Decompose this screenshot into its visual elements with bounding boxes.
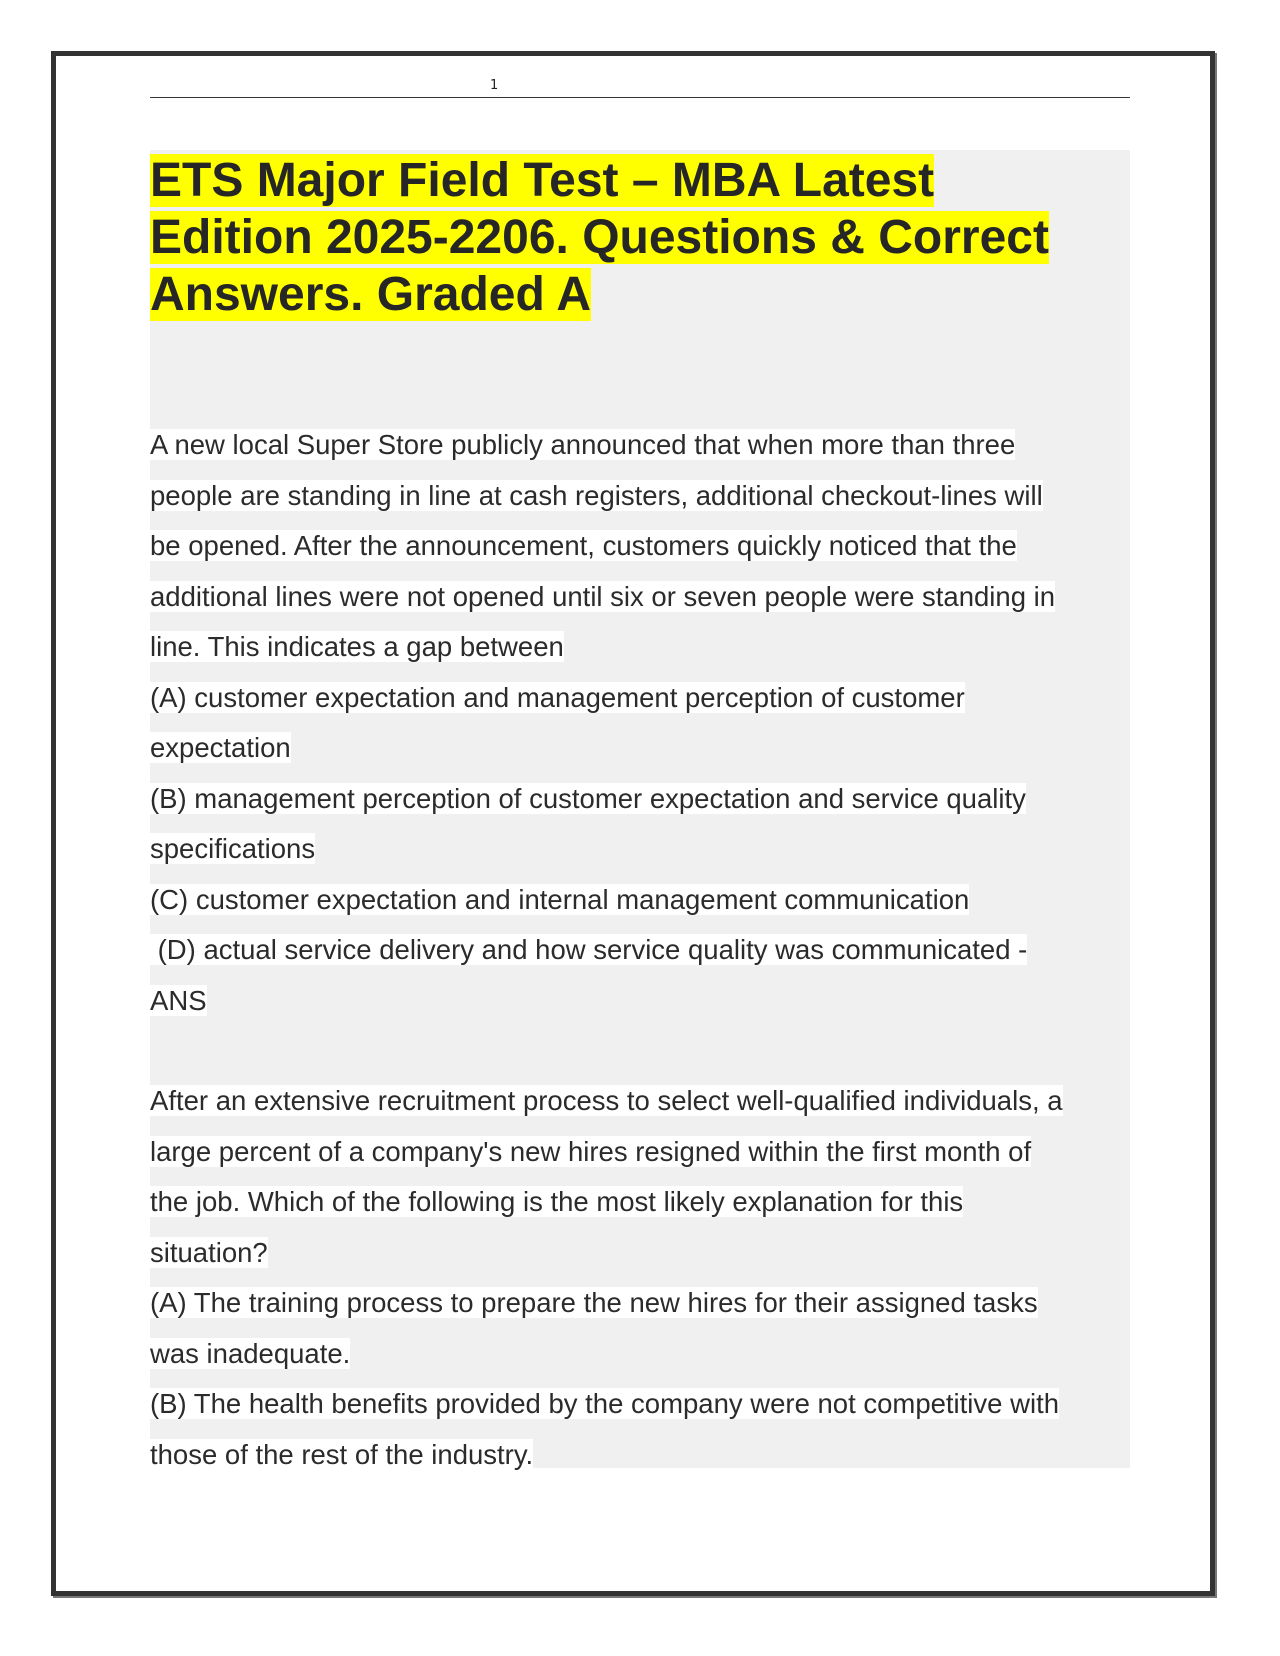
question-1 (150, 420, 1130, 1026)
answer-option-b: (B) The health benefits provided by the company were not competitive with (150, 1388, 1060, 1419)
answer-option-d: (D) actual service delivery and how service quality was communicated - (150, 934, 1028, 965)
page-number: 1 (490, 78, 499, 93)
question-text-line: the job. Which of the following is the most likely explanation for this (150, 1186, 964, 1217)
answer-marker: ANS (150, 984, 207, 1016)
answer-option-b-cont: specifications (150, 833, 316, 864)
answer-option-c: (C) customer expectation and internal management communication (150, 883, 970, 915)
title-line: ETS Major Field Test – MBA Latest (150, 154, 935, 207)
question-text-line: After an extensive recruitment process to select well-qualified individuals, a (150, 1085, 1063, 1116)
question-text-line: line. This indicates a gap between (150, 631, 564, 662)
document-title (150, 150, 1130, 323)
answer-option-b-cont: those of the rest of the industry. (150, 1438, 534, 1470)
header-rule (150, 97, 1130, 98)
question-text-line: people are standing in line at cash registers, additional checkout-lines will (150, 479, 1043, 511)
title-line: Edition 2025-2206. Questions & Correct (150, 211, 1049, 264)
answer-option-a: (A) customer expectation and management perception of customer (150, 681, 965, 713)
document-body (150, 150, 1130, 1480)
question-text-line: large percent of a company's new hires resigned within the first month of (150, 1135, 1032, 1167)
title-line: Answers. Graded A (150, 268, 592, 321)
answer-option-a: (A) The training process to prepare the new hires for their assigned tasks (150, 1287, 1038, 1318)
question-2 (150, 1076, 1130, 1480)
answer-option-a-cont: was inadequate. (150, 1337, 351, 1369)
question-text-line: situation? (150, 1236, 268, 1268)
question-text-line: additional lines were not opened until six or seven people were standing in (150, 580, 1056, 612)
answer-option-a-cont: expectation (150, 732, 291, 763)
answer-option-b: (B) management perception of customer expectation and service quality (150, 782, 1026, 814)
question-text-line: be opened. After the announcement, customers quickly noticed that the (150, 530, 1017, 561)
question-text-line: A new local Super Store publicly announced that when more than three (150, 429, 1016, 460)
